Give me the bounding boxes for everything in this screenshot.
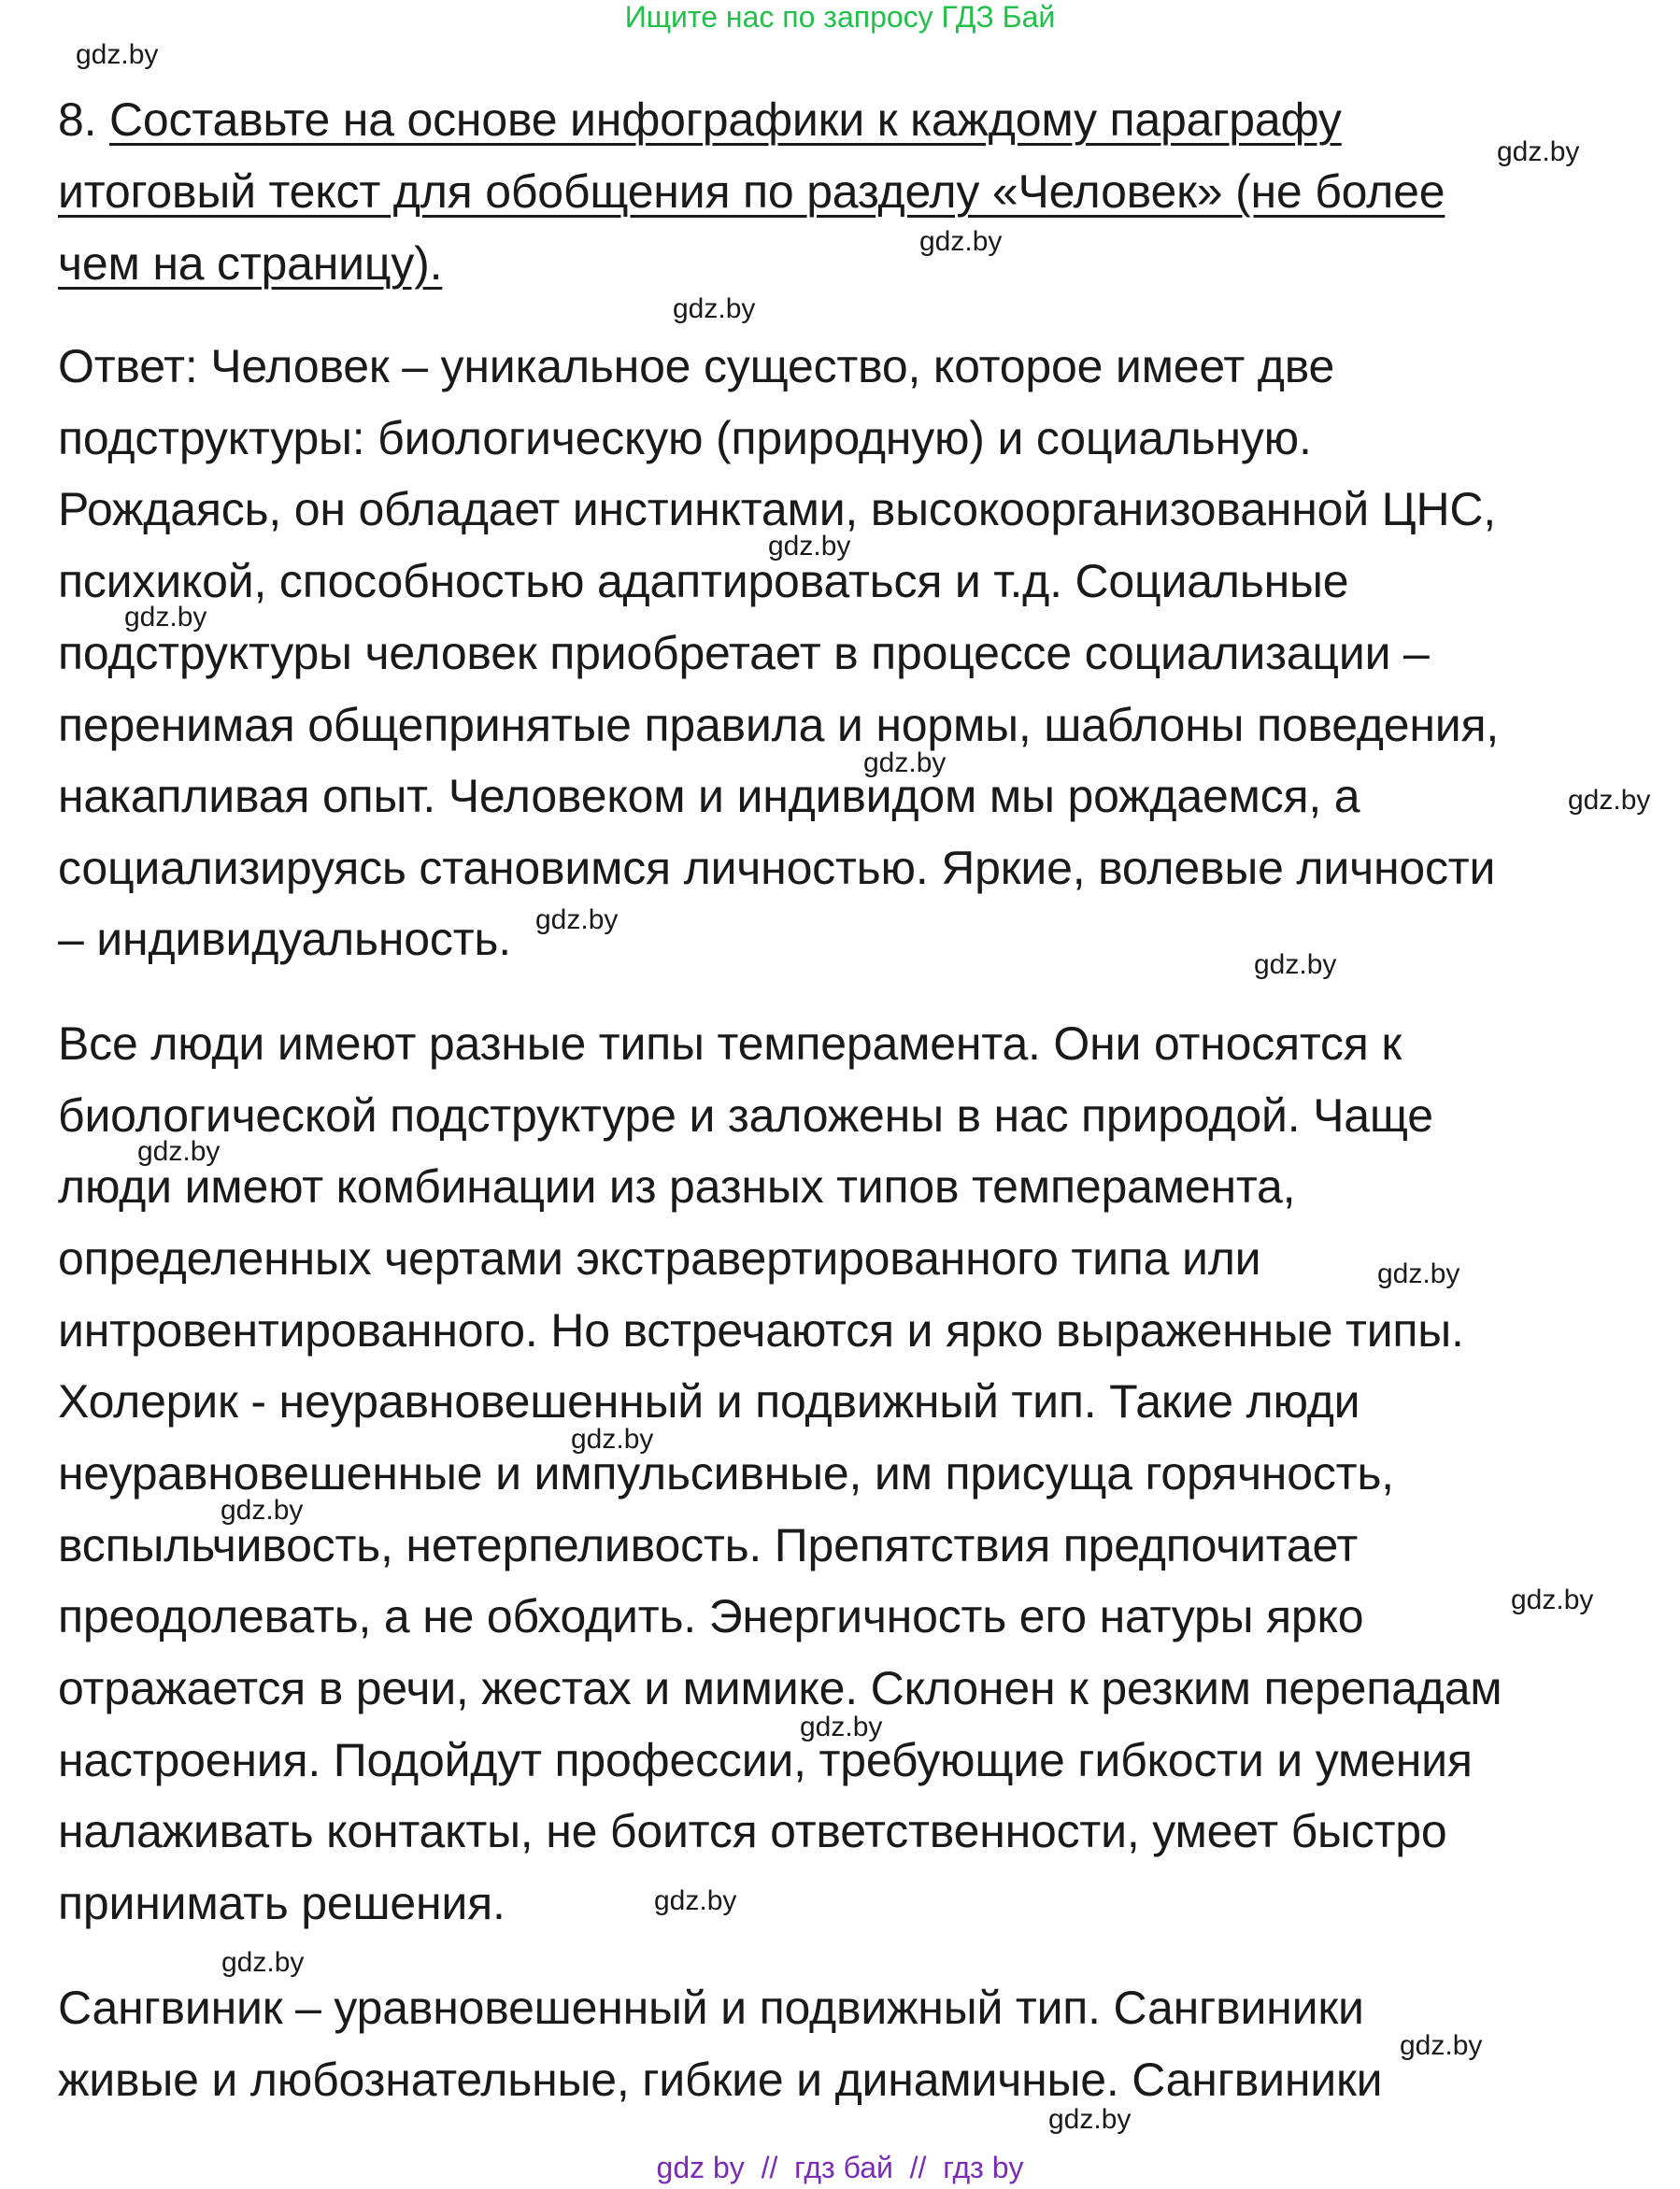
- watermark: gdz.by: [800, 1712, 883, 1742]
- text-line: биологической подструктуре и заложены в нас природой. Чаще: [58, 1089, 1433, 1142]
- watermark: gdz.by: [221, 1947, 305, 1978]
- watermark: gdz.by: [124, 602, 207, 633]
- watermark: gdz.by: [137, 1136, 221, 1167]
- task-number: 8.: [58, 93, 109, 146]
- text-line: подструктуры: биологическую (природную) и социальную.: [58, 412, 1312, 464]
- text-line: перенимая общепринятые правила и нормы, шаблоны поведения,: [58, 699, 1500, 751]
- text-line: психикой, способностью адаптироваться и т.д. Социальные: [58, 555, 1349, 607]
- text-line: Ответ: Человек – уникальное существо, которое имеет две: [58, 340, 1335, 392]
- text-line: определенных чертами экстравертированного типа или: [58, 1232, 1261, 1285]
- watermark: gdz.by: [535, 904, 619, 935]
- text-line: налаживать контакты, не боится ответственности, умеет быстро: [58, 1805, 1447, 1857]
- text-line: принимать решения.: [58, 1877, 505, 1929]
- watermark: gdz.by: [1377, 1258, 1460, 1289]
- task-line: 8. Составьте на основе инфографики к каждому параграфу: [58, 93, 1342, 146]
- watermark: gdz.by: [1048, 2104, 1132, 2135]
- watermark: gdz.by: [863, 747, 947, 778]
- text-line: отражается в речи, жестах и мимике. Склонен к резким перепадам: [58, 1662, 1502, 1714]
- task-line: чем на страницу).: [58, 237, 443, 290]
- text-line: неуравновешенные и импульсивные, им присуща горячность,: [58, 1447, 1394, 1500]
- text-line: Все люди имеют разные типы темперамента. Они относятся к: [58, 1017, 1402, 1070]
- watermark: gdz.by: [571, 1424, 654, 1455]
- watermark: gdz.by: [1568, 785, 1651, 816]
- watermark: gdz.by: [919, 226, 1003, 257]
- task-line: итоговый текст для обобщения по разделу «Человек» (не более: [58, 165, 1445, 218]
- watermark: gdz.by: [1254, 949, 1337, 980]
- text-line: люди имеют комбинации из разных типов темперамента,: [58, 1160, 1296, 1213]
- text-line: Сангвиник – уравновешенный и подвижный тип. Сангвиники: [58, 1982, 1364, 2034]
- text-line: преодолевать, а не обходить. Энергичность его натуры ярко: [58, 1590, 1364, 1642]
- watermark: gdz.by: [221, 1495, 304, 1526]
- text-line: социализируясь становимся личностью. Яркие, волевые личности: [58, 842, 1496, 894]
- watermark: gdz.by: [76, 39, 159, 70]
- watermark: gdz.by: [654, 1885, 737, 1916]
- footer-banner[interactable]: gdz by // гдз бай // гдз by: [656, 2151, 1024, 2184]
- watermark: gdz.by: [768, 531, 851, 561]
- text-line: подструктуры человек приобретает в процессе социализации –: [58, 627, 1430, 679]
- text-line: Холерик - неуравновешенный и подвижный тип. Такие люди: [58, 1375, 1360, 1428]
- watermark: gdz.by: [1511, 1585, 1594, 1615]
- watermark: gdz.by: [673, 293, 756, 324]
- text-line: накапливая опыт. Человеком и индивидом мы рождаемся, а: [58, 770, 1360, 822]
- watermark: gdz.by: [1400, 2030, 1483, 2061]
- text-line: настроения. Подойдут профессии, требующие гибкости и умения: [58, 1734, 1473, 1786]
- text-line: – индивидуальность.: [58, 913, 511, 965]
- text-line: Рождаясь, он обладает инстинктами, высокоорганизованной ЦНС,: [58, 483, 1496, 535]
- top-banner[interactable]: Ищите нас по запросу ГДЗ Бай: [624, 0, 1056, 34]
- text-line: живые и любознательные, гибкие и динамичные. Сангвиники: [58, 2054, 1383, 2106]
- text-line: вспыльчивость, нетерпеливость. Препятствия предпочитает: [58, 1519, 1359, 1571]
- watermark: gdz.by: [1497, 136, 1580, 167]
- text-line: интровентированного. Но встречаются и ярко выраженные типы.: [58, 1304, 1464, 1357]
